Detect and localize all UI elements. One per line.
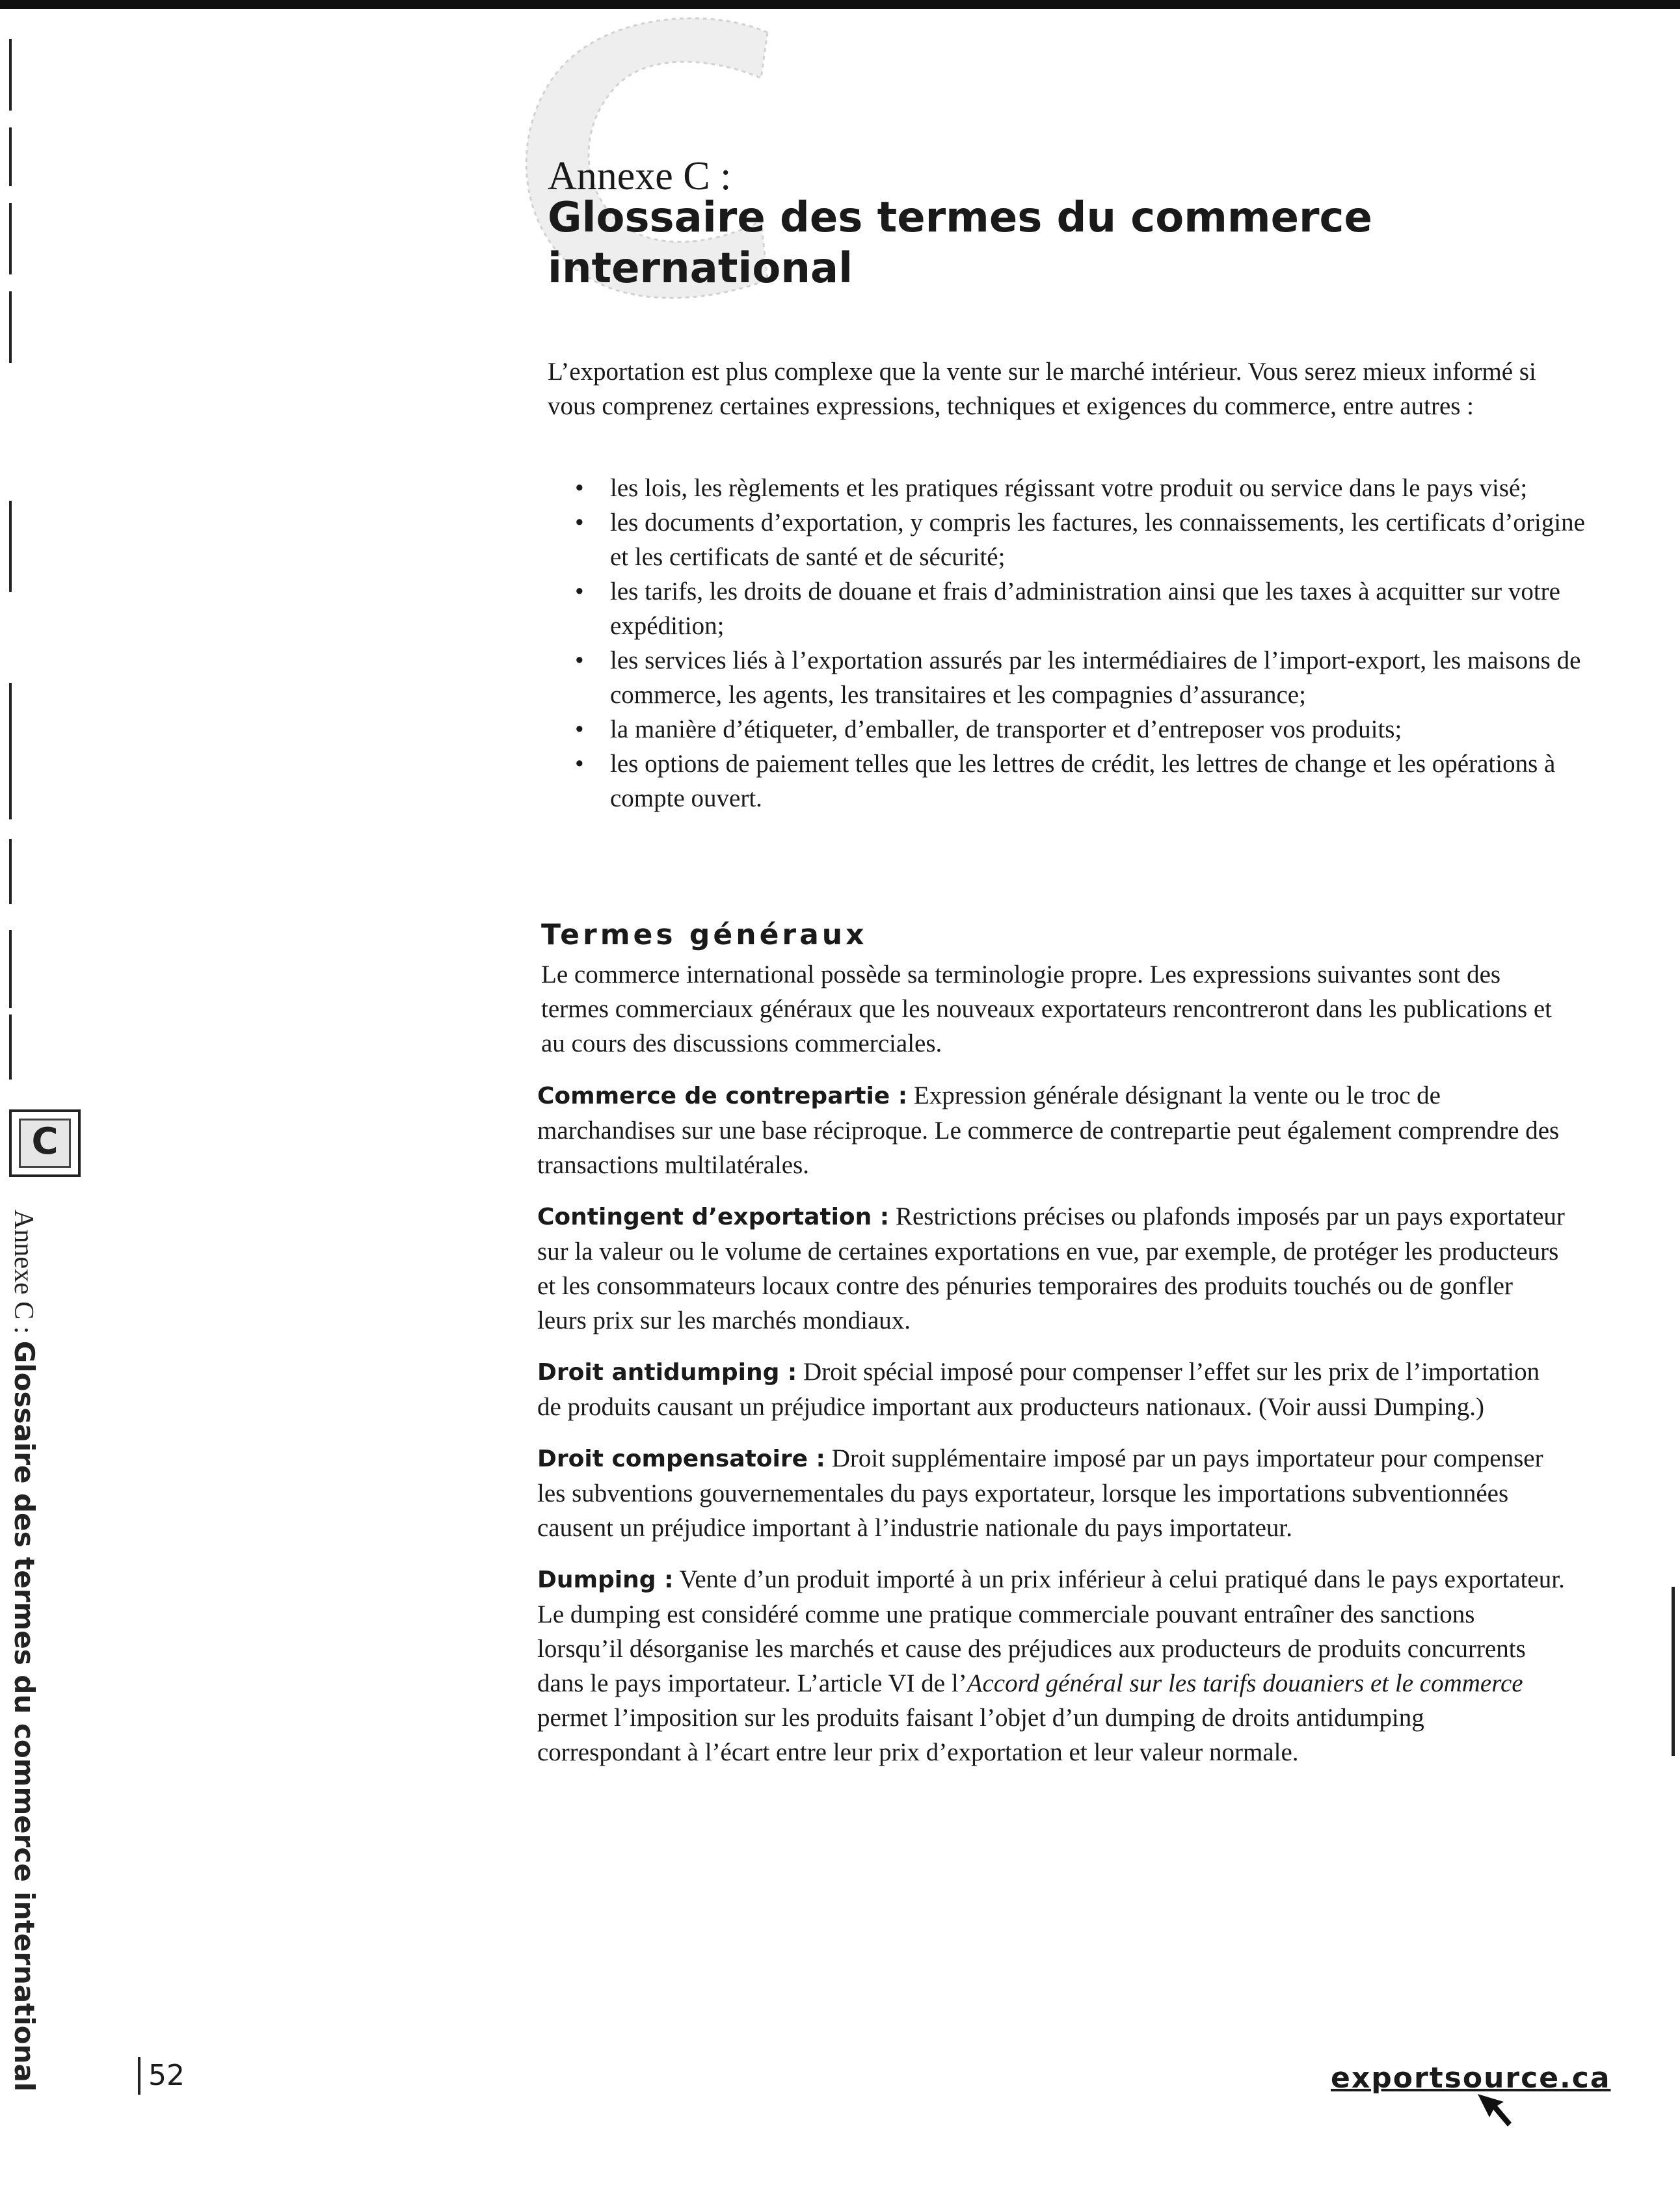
term-name: Droit compensatoire : [537,1446,825,1472]
glossary-terms [537,1078,1565,1786]
term-name: Commerce de contrepartie : [537,1083,908,1109]
list-item [572,747,1587,815]
bullet-icon: • [575,715,584,743]
list-item [572,712,1587,747]
list-item-text: la manière d’étiqueter, d’emballer, de transporter et d’entreposer vos produits; [610,715,1402,743]
margin-rule [9,291,12,363]
running-header [8,1210,40,2091]
margin-rule [9,930,12,1008]
chapter-tab-letter: C [19,1119,71,1168]
list-item [572,643,1587,712]
margin-rule [9,39,12,111]
list-item-text: les options de paiement telles que les lettres de crédit, les lettres de change et les opérations à compte ouvert. [610,750,1556,812]
margin-rule [9,1014,12,1080]
page-title: Glossaire des termes du commerce international [548,194,1372,293]
term-name: Droit antidumping : [537,1359,797,1386]
margin-rule [9,683,12,819]
list-item-text: les services liés à l’exportation assurés par les intermédiaires de l’import-export, les maisons de commerce, les agents, les transitaires et les compagnies d’assurance; [610,646,1581,709]
bullet-icon: • [575,474,584,502]
chapter-tab [9,1109,81,1177]
page-number: 52 [138,2057,185,2095]
glossary-entry [537,1441,1565,1545]
running-header-title: Glossaire des termes du commerce international [8,1340,40,2092]
list-item [572,505,1587,574]
bullet-icon: • [575,750,584,778]
list-item-text: les lois, les règlements et les pratiques régissant votre produit ou service dans le pays visé; [610,474,1528,502]
website-link[interactable]: exportsource.ca [1331,2061,1611,2095]
term-name: Contingent d’exportation : [537,1204,890,1230]
margin-rule [9,501,12,592]
bullet-icon: • [575,509,584,537]
list-item [572,574,1587,643]
glossary-entry [537,1562,1565,1769]
glossary-entry [537,1199,1565,1338]
bullet-icon: • [575,577,584,605]
margin-rule [9,203,12,274]
intro-paragraph: L’exportation est plus complexe que la vente sur le marché intérieur. Vous serez mieux informé si vous comprenez certaines expressions, techniques et exigences du commerce, entre autres : [548,358,1536,420]
term-definition: Vente d’un produit importé à un prix inférieur à celui pratiqué dans le pays exportateur. Le dumping est considéré comme une pratique commerciale pouvant entraîner des sanctions lorsqu’il désorganise les marchés et cause des préjudices aux producteurs de produits concurrents dans le pays importateur. L’article VI de l’ [537,1565,1565,1697]
right-edge-rule [1672,1587,1675,1756]
margin-rule [9,839,12,904]
section-heading: Termes généraux [541,918,868,951]
arrow-cursor-icon [1475,2091,1514,2130]
glossary-entry [537,1078,1565,1182]
glossary-entry [537,1355,1565,1424]
section-intro: Le commerce international possède sa terminologie propre. Les expressions suivantes sont des termes commerciaux généraux que les nouveaux exportateurs rencontreront dans les publications et au cours des discussions commerciales. [541,961,1553,1057]
margin-rule [9,127,12,186]
bullet-icon: • [575,646,584,674]
term-definition-citation: Accord général sur les tarifs douaniers et le commerce [967,1669,1523,1697]
chapter-label: Annexe C : [548,154,732,198]
term-definition: Droit supplémentaire imposé par un pays importateur pour compenser les subventions gouvernementales du pays exportateur, lorsque les importations subventionnées causent un préjudice important à l’industrie nationale du pays importateur. [537,1444,1543,1542]
list-item [572,471,1587,505]
running-header-prefix: Annexe C : [8,1210,38,1341]
list-item-text: les tarifs, les droits de douane et frais d’administration ainsi que les taxes à acquitter sur votre expédition; [610,577,1560,640]
term-definition: permet l’imposition sur les produits faisant l’objet d’un dumping de droits antidumping correspondant à l’écart entre leur prix d’exportation et leur valeur normale. [537,1704,1424,1766]
term-definition: Droit spécial imposé pour compenser l’effet sur les prix de l’importation de produits causant un préjudice important aux producteurs nationaux. (Voir aussi Dumping.) [537,1358,1540,1421]
list-item-text: les documents d’exportation, y compris les factures, les connaissements, les certificats d’origine et les certificats de santé et de sécurité; [610,509,1585,571]
term-name: Dumping : [537,1567,674,1593]
top-border-line [0,0,1680,9]
term-definition: Restrictions précises ou plafonds imposés par un pays exportateur sur la valeur ou le volume de certaines exportations en vue, par exemple, de protéger les producteurs et les consommateurs locaux contre des pénuries temporaires des produits touchés ou de gonfler leurs prix sur les marchés mondiaux. [537,1202,1565,1334]
term-definition: Expression générale désignant la vente ou le troc de marchandises sur une base réciproque. Le commerce de contrepartie peut également comprendre des transactions multilatérales. [537,1081,1560,1179]
requirements-list [572,471,1587,815]
